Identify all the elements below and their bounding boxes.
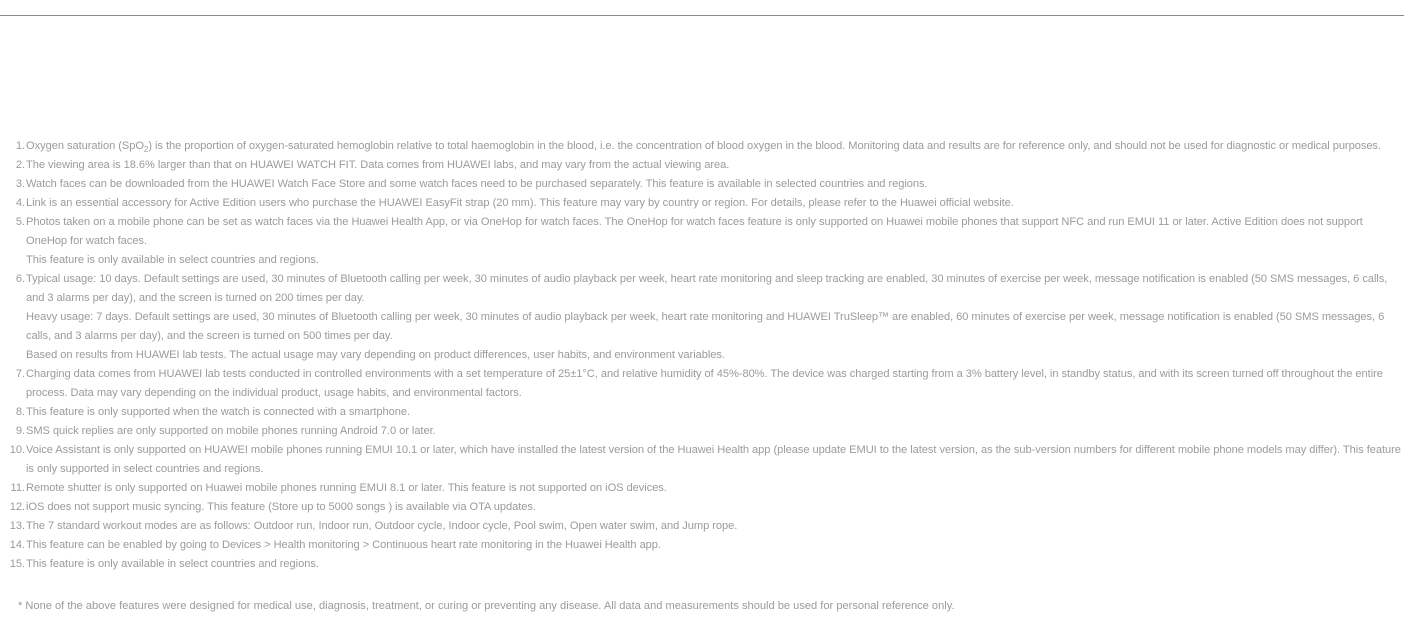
item-number: 11. xyxy=(10,482,25,494)
item-text-part: Oxygen saturation (SpO xyxy=(26,140,144,152)
item-text: The viewing area is 18.6% larger than that on HUAWEI WATCH FIT. Data comes from HUAWEI labs, and may vary from the actual viewing area. xyxy=(26,159,730,171)
item-number: 6. xyxy=(15,273,25,285)
disclaimer-item-8 xyxy=(15,403,1404,422)
item-text-extra: Based on results from HUAWEI lab tests. The actual usage may vary depending on product differences, user habits, and environment variables. xyxy=(26,349,725,361)
disclaimer-item-4 xyxy=(15,194,1404,213)
item-number: 3. xyxy=(15,178,25,190)
subscript: 2 xyxy=(143,145,149,155)
disclaimer-item-10 xyxy=(9,441,1404,479)
item-text: Charging data comes from HUAWEI lab tests conducted in controlled environments with a set temperature of 25±1°C, and relative humidity of 45%-80%. The device was charged starting from a 3% battery level, in standby status, and with its screen turned off throughout the entire process. Data may vary depending on the individual product, usage habits, and environmental factors. xyxy=(26,368,1383,399)
disclaimer-item-6 xyxy=(15,270,1404,365)
disclaimer-item-13 xyxy=(9,517,1404,536)
item-number: 2. xyxy=(15,159,25,171)
item-number: 9. xyxy=(15,425,25,437)
item-text-part: ) is the proportion of oxygen-saturated hemoglobin relative to total haemoglobin in the blood, i.e. the concentration of blood oxygen in the blood. Monitoring data and results are for reference only, and should not be used for diagnostic or medical purposes. xyxy=(148,140,1381,152)
disclaimer-item-9 xyxy=(15,422,1404,441)
item-text: This feature can be enabled by going to Devices > Health monitoring > Continuous heart rate monitoring in the Huawei Health app. xyxy=(26,539,661,551)
item-text-extra: This feature is only available in select countries and regions. xyxy=(26,254,319,266)
item-number: 8. xyxy=(15,406,25,418)
item-text: Link is an essential accessory for Active Edition users who purchase the HUAWEI EasyFit strap (20 mm). This feature may vary by country or region. For details, please refer to the Huawei official website. xyxy=(26,197,1014,209)
medical-disclaimer-footnote: * None of the above features were designed for medical use, diagnosis, treatment, or curing or preventing any disease. All data and measurements should be used for personal reference only. xyxy=(18,600,955,612)
top-divider xyxy=(0,15,1404,16)
item-text: Photos taken on a mobile phone can be set as watch faces via the Huawei Health App, or via OneHop for watch faces. The OneHop for watch faces feature is only supported on Huawei mobile phones that support NFC and run EMUI 11 or later. Active Edition does not support OneHop for watch faces. xyxy=(26,216,1363,247)
item-text: This feature is only available in select countries and regions. xyxy=(26,558,319,570)
item-text: Remote shutter is only supported on Huawei mobile phones running EMUI 8.1 or later. This feature is not supported on iOS devices. xyxy=(26,482,667,494)
item-text: SMS quick replies are only supported on mobile phones running Android 7.0 or later. xyxy=(26,425,436,437)
disclaimer-item-5 xyxy=(15,213,1404,270)
item-number: 5. xyxy=(15,216,25,228)
item-number: 12. xyxy=(9,501,25,513)
item-text: Typical usage: 10 days. Default settings are used, 30 minutes of Bluetooth calling per week, 30 minutes of audio playback per week, heart rate monitoring and sleep tracking are enabled, 30 minutes of exercise per week, message notification is enabled (50 SMS messages, 6 calls, and 3 alarms per day), and the screen is turned on 200 times per day. xyxy=(26,273,1388,304)
disclaimer-item-1 xyxy=(15,137,1404,156)
disclaimer-item-15 xyxy=(9,555,1404,574)
item-number: 13. xyxy=(9,520,25,532)
item-number: 10. xyxy=(9,444,25,456)
disclaimer-list xyxy=(9,137,1404,574)
item-text: iOS does not support music syncing. This feature (Store up to 5000 songs ) is available via OTA updates. xyxy=(26,501,536,513)
item-text xyxy=(26,137,1404,156)
item-number: 4. xyxy=(15,197,25,209)
item-number: 1. xyxy=(15,140,25,152)
disclaimer-item-3 xyxy=(15,175,1404,194)
item-number: 15. xyxy=(9,558,25,570)
disclaimer-item-12 xyxy=(9,498,1404,517)
item-number: 7. xyxy=(15,368,25,380)
disclaimer-item-7 xyxy=(15,365,1404,403)
disclaimer-item-11 xyxy=(10,479,1404,498)
disclaimer-item-2 xyxy=(15,156,1404,175)
item-text-extra: Heavy usage: 7 days. Default settings are used, 30 minutes of Bluetooth calling per week, 30 minutes of audio playback per week, heart rate monitoring and HUAWEI TruSleep™ are enabled, 60 minutes of exercise per week, message notification is enabled (50 SMS messages, 6 calls, and 3 alarms per day), and the screen is turned on 500 times per day. xyxy=(26,311,1385,342)
disclaimer-item-14 xyxy=(9,536,1404,555)
item-text: This feature is only supported when the watch is connected with a smartphone. xyxy=(26,406,411,418)
item-text: Watch faces can be downloaded from the HUAWEI Watch Face Store and some watch faces need to be purchased separately. This feature is available in selected countries and regions. xyxy=(26,178,928,190)
item-text: Voice Assistant is only supported on HUAWEI mobile phones running EMUI 10.1 or later, which have installed the latest version of the Huawei Health app (please update EMUI to the latest version, as the sub-version numbers for different mobile phone models may differ). This feature is only supported in select countries and regions. xyxy=(26,444,1401,475)
item-text: The 7 standard workout modes are as follows: Outdoor run, Indoor run, Outdoor cycle, Indoor cycle, Pool swim, Open water swim, and Jump rope. xyxy=(26,520,738,532)
item-number: 14. xyxy=(9,539,25,551)
